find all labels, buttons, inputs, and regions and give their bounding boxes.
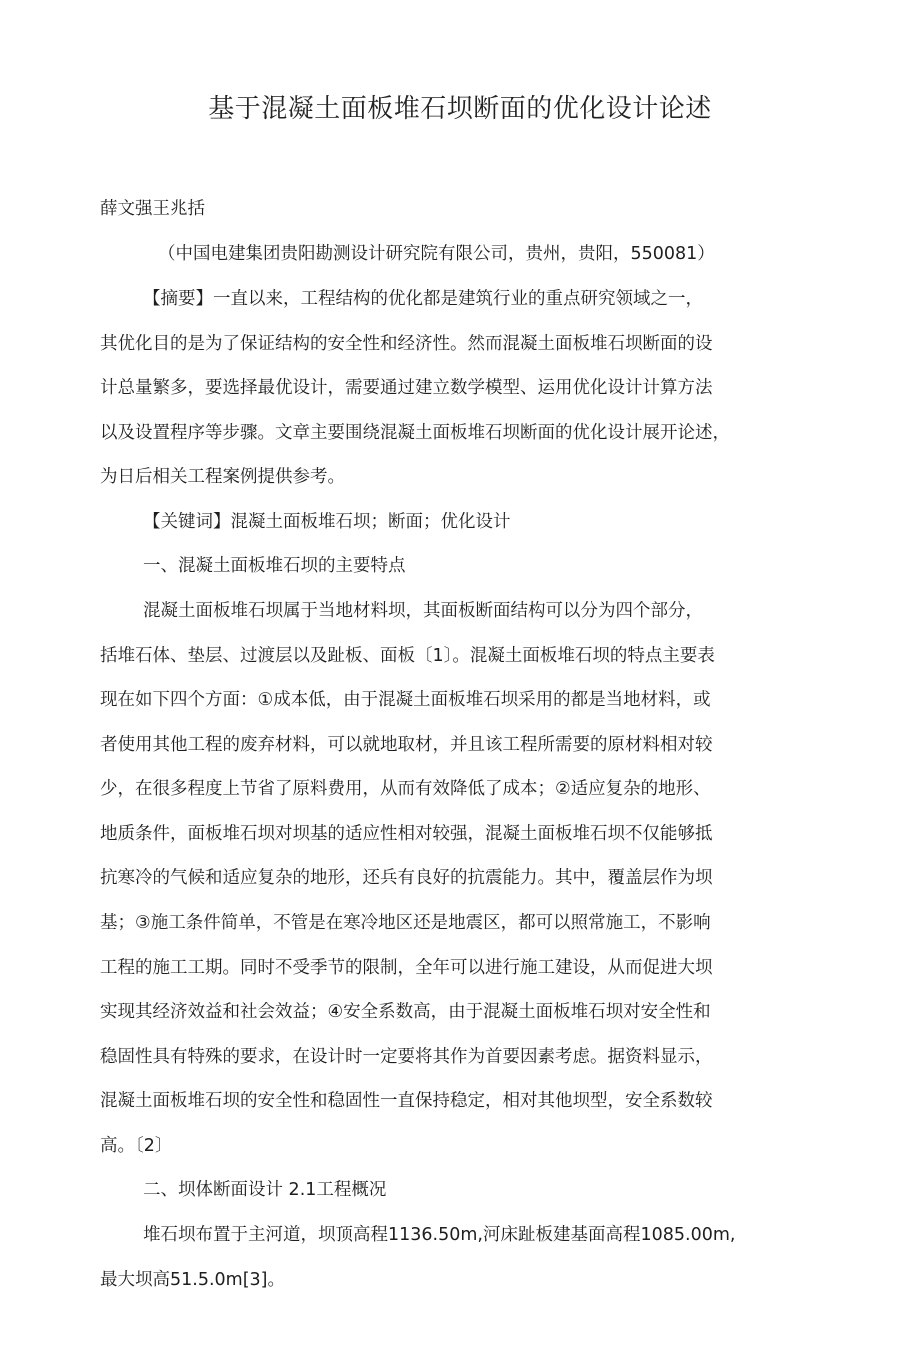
- body-line: 最大坝高51.5.0m[3]。: [100, 1270, 285, 1290]
- keywords: 【关键词】混凝土面板堆石坝；断面；优化设计: [143, 512, 511, 532]
- body-line: 基；③施工条件简单，不管是在寒冷地区还是地震区，都可以照常施工，不影响: [100, 913, 711, 933]
- section-heading: 一、混凝土面板堆石坝的主要特点: [143, 556, 406, 576]
- body-line: 地质条件，面板堆石坝对坝基的适应性相对较强，混凝土面板堆石坝不仅能够抵: [100, 824, 713, 844]
- author-affiliation: （中国电建集团贵阳勘测设计研究院有限公司，贵州，贵阳，550081）: [158, 244, 715, 264]
- section-heading: 二、坝体断面设计 2.1工程概况: [143, 1180, 387, 1200]
- body-line: 混凝土面板堆石坝的安全性和稳固性一直保持稳定，相对其他坝型，安全系数较: [100, 1091, 713, 1111]
- body-line: 高。〔2〕: [100, 1136, 173, 1156]
- body-line: 者使用其他工程的废弃材料，可以就地取材，并且该工程所需要的原材料相对较: [100, 735, 713, 755]
- body-line: 混凝土面板堆石坝属于当地材料坝，其面板断面结构可以分为四个部分，: [143, 601, 703, 621]
- body-line: 少，在很多程度上节省了原料费用，从而有效降低了成本；②适应复杂的地形、: [100, 779, 711, 799]
- body-line: 括堆石体、垫层、过渡层以及趾板、面板〔1〕。混凝土面板堆石坝的特点主要表: [100, 646, 715, 666]
- body-line: 抗寒冷的气候和适应复杂的地形，还兵有良好的抗震能力。其中，覆盖层作为坝: [100, 868, 713, 888]
- paper-title: 基于混凝土面板堆石坝断面的优化设计论述: [208, 94, 712, 124]
- abstract-line: 其优化目的是为了保证结构的安全性和经济性。然而混凝土面板堆石坝断面的设: [100, 334, 713, 354]
- abstract-line: 计总量繁多，要选择最优设计，需要通过建立数学模型、运用优化设计计算方法: [100, 378, 713, 398]
- body-line: 现在如下四个方面：①成本低，由于混凝土面板堆石坝采用的都是当地材料，或: [100, 690, 711, 710]
- body-line: 工程的施工工期。同时不受季节的限制，全年可以进行施工建设，从而促进大坝: [100, 958, 713, 978]
- abstract-line: 为日后相关工程案例提供参考。: [100, 467, 345, 487]
- author-names: 薛文强王兆括: [100, 199, 205, 219]
- abstract-line: 以及设置程序等步骤。文章主要围绕混凝土面板堆石坝断面的优化设计展开论述，: [100, 423, 730, 443]
- abstract-line: 【摘要】一直以来，工程结构的优化都是建筑行业的重点研究领域之一，: [143, 289, 703, 309]
- body-line: 实现其经济效益和社会效益；④安全系数高，由于混凝土面板堆石坝对安全性和: [100, 1002, 711, 1022]
- body-line: 堆石坝布置于主河道，坝顶高程1136.50m,河床趾板建基面高程1085.00m,: [143, 1225, 736, 1245]
- body-line: 稳固性具有特殊的要求，在设计时一定要将其作为首要因素考虑。据资料显示，: [100, 1047, 713, 1067]
